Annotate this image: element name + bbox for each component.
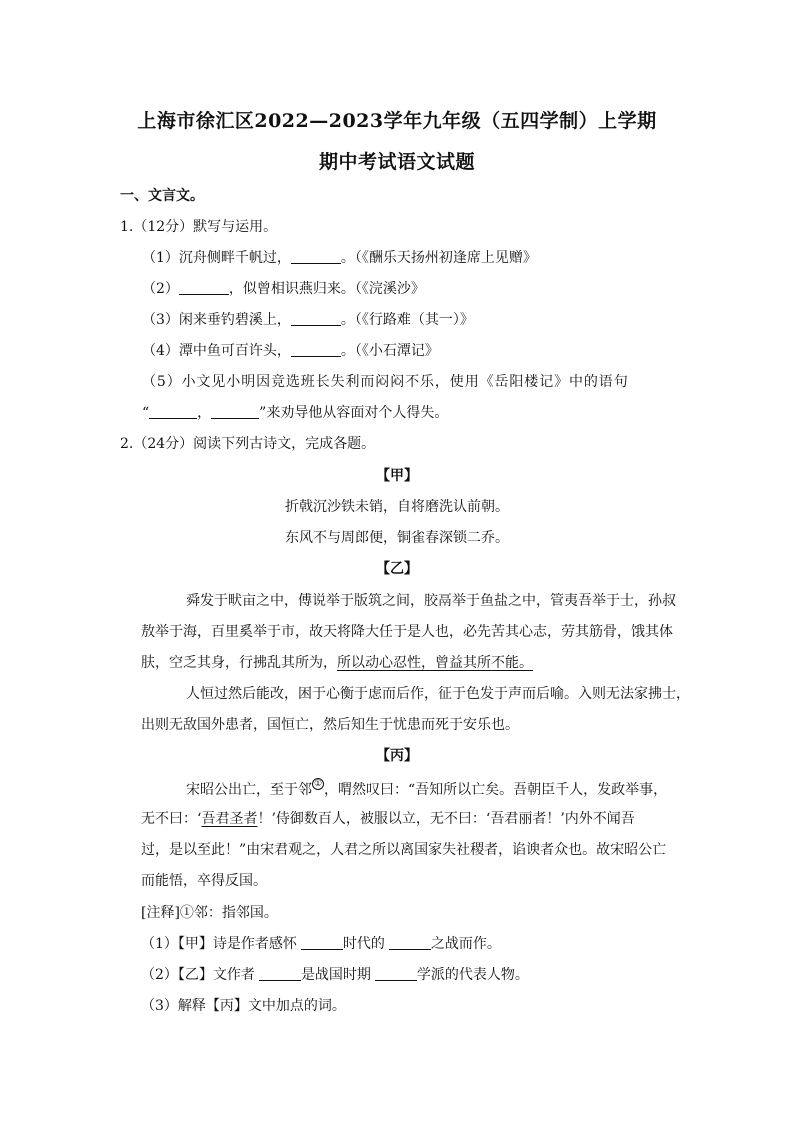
answer-blank[interactable]	[375, 966, 417, 981]
exam-title-line1: 上海市徐汇区2022—2023学年九年级（五四学制）上学期	[137, 110, 657, 132]
answer-blank[interactable]	[301, 935, 343, 950]
q1-item2-source: ，似曾相识燕归来。（《浣溪沙》	[228, 281, 425, 297]
bing-line4: 而能悟，卒得反国。	[141, 873, 267, 889]
q2-sub2-text-b: 是战国时期	[300, 967, 371, 983]
bing-line1	[186, 778, 667, 800]
yi-p1-line2: 敖举于海，百里奚举于市，故天将降大任于是人也，必先苦其心志，劳其筋骨，饿其体	[141, 624, 673, 640]
q2-sub2	[141, 965, 529, 985]
q1-item5-line1: （5）小文见小明因竞选班长失利而闷闷不乐，使用《岳阳楼记》中的语句	[142, 374, 629, 390]
bing-label: 【丙】	[376, 748, 418, 764]
answer-blank[interactable]	[291, 342, 341, 357]
q2-sub2-text-c: 学派的代表人物。	[416, 967, 529, 983]
quote-open: “	[142, 405, 150, 421]
yi-p2-line2: 出则无敌国外患者，国恒亡，然后知生于忧患而死于安乐也。	[141, 717, 519, 733]
q1-item4-text: （4）潭中鱼可百许头，	[142, 343, 291, 359]
jia-poem-line1: 折戟沉沙铁未销，自将磨洗认前朝。	[285, 499, 509, 515]
q2-stem: 2.（24分）阅读下列古诗文，完成各题。	[120, 436, 376, 452]
bing-line1-text-a: 宋昭公出亡，至于邻	[186, 782, 312, 798]
bing-line2	[141, 809, 635, 829]
q1-stem: 1.（12分）默写与运用。	[120, 219, 278, 235]
q2-sub1-text-b: 时代的	[342, 936, 385, 952]
answer-blank[interactable]	[291, 311, 341, 326]
yi-p1-line3-text: 肤，空乏其身，行拂乱其所为，	[141, 655, 337, 671]
exam-title-line2: 期中考试语文试题	[318, 151, 475, 173]
bing-line2-text-c: ！’侍御数百人，被服以立，无不曰：‘吾君丽者！’内外不闻吾	[257, 811, 635, 827]
bing-line2-text-a: 无不曰：‘	[141, 811, 202, 827]
annotation-note: [注释]①邻：指邻国。	[141, 905, 278, 921]
footnote-marker: ①	[313, 779, 323, 789]
q2-sub1	[141, 934, 501, 954]
q2-sub1-text-a: （1）【甲】诗是作者感怀	[141, 936, 297, 952]
q1-item2-text: （2）	[142, 281, 179, 297]
q1-item3-text: （3）闲来垂钓碧溪上，	[142, 312, 291, 328]
answer-blank[interactable]	[291, 249, 341, 264]
q1-item1-source: 。（《酬乐天扬州初逢席上见赠》	[340, 250, 537, 266]
q1-item5-line2	[142, 403, 448, 423]
dotted-words: 吾君圣者	[201, 811, 258, 827]
q1-item2	[142, 279, 425, 299]
q1-item5-tail: ”来劝导他从容面对个人得失。	[259, 405, 449, 421]
bing-line1-text-b: ，喟然叹曰：“吾知所以亡矣。吾朝臣千人，发政举事，	[324, 782, 668, 798]
bing-line3: 过，是以至此！”由宋君观之，人君之所以离国家失社稷者，谄谀者众也。故宋昭公亡	[141, 842, 667, 858]
underlined-sentence: 所以动心忍性，曾益其所不能。	[337, 655, 533, 671]
q2-sub2-text-a: （2）【乙】文作者	[141, 967, 255, 983]
q1-item3	[142, 310, 474, 330]
q1-item4	[142, 341, 439, 361]
q1-item4-source: 。（《小石潭记》	[340, 343, 439, 359]
q2-sub3: （3）解释【丙】文中加点的词。	[141, 998, 346, 1014]
answer-blank[interactable]	[211, 404, 259, 419]
q2-sub1-text-c: 之战而作。	[430, 936, 501, 952]
q1-item1-text: （1）沉舟侧畔千帆过，	[142, 250, 291, 266]
answer-blank[interactable]	[149, 404, 197, 419]
answer-blank[interactable]	[179, 280, 229, 295]
yi-p1-line3	[141, 653, 533, 673]
yi-p2-line1: 人恒过然后能改，困于心衡于虑而后作，征于色发于声而后喻。入则无法家拂士，	[186, 686, 690, 702]
answer-blank[interactable]	[389, 935, 431, 950]
section-heading: 一、文言文。	[120, 188, 204, 204]
answer-blank[interactable]	[259, 966, 301, 981]
q1-item1	[142, 248, 537, 268]
jia-label: 【甲】	[376, 468, 418, 484]
jia-poem-line2: 东风不与周郎便，铜雀春深锁二乔。	[285, 530, 509, 546]
yi-label: 【乙】	[376, 561, 418, 577]
yi-p1-line1: 舜发于畎亩之中，傅说举于版筑之间，胶鬲举于鱼盐之中，管夷吾举于士，孙叔	[186, 593, 676, 609]
comma: ，	[197, 405, 212, 421]
q1-item3-source: 。（《行路难（其一）》	[340, 312, 474, 328]
